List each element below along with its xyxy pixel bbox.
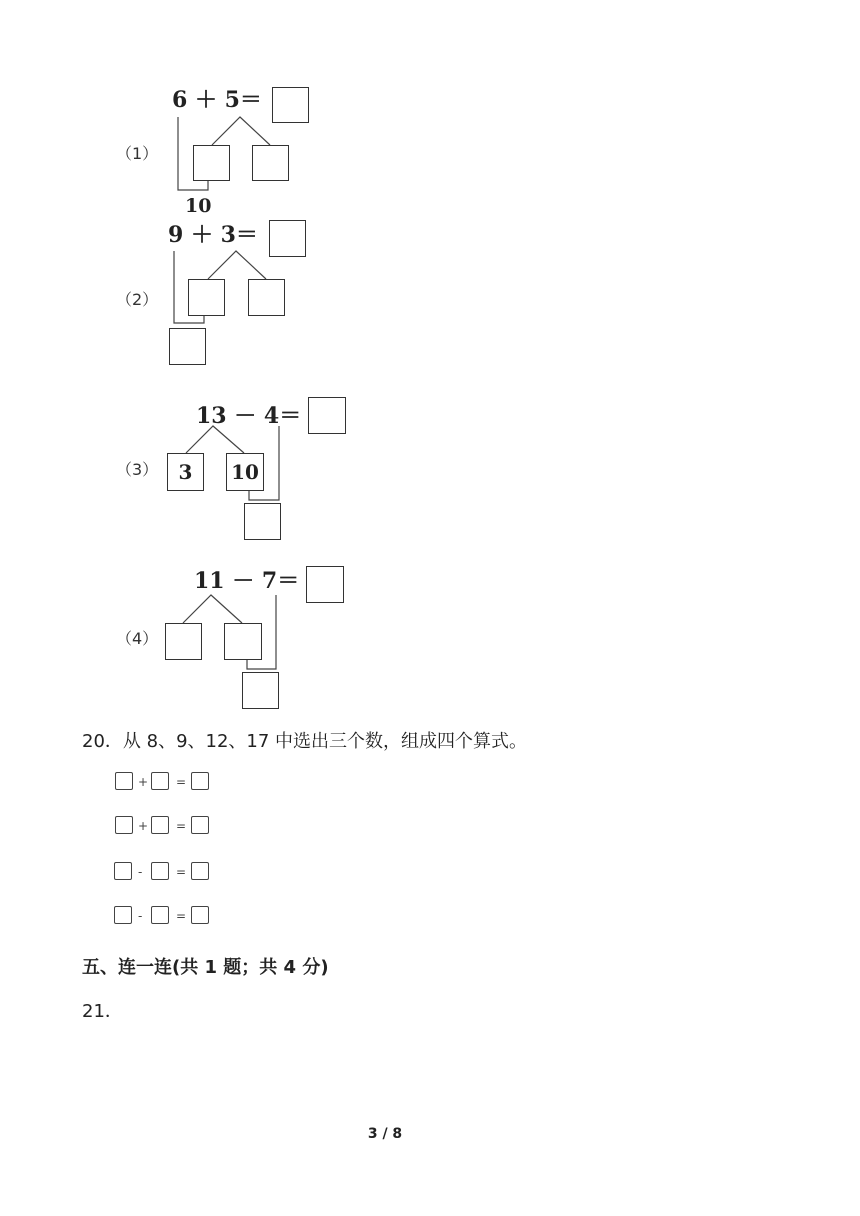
split-box-left[interactable] (188, 279, 225, 316)
answer-box[interactable] (272, 87, 309, 123)
problem-label: （2） (116, 290, 159, 309)
split-value-left: 3 (178, 460, 193, 484)
blank-box[interactable] (191, 816, 209, 834)
problem-label: （3） (116, 460, 159, 479)
blank-box[interactable] (115, 772, 133, 790)
ten-label: 10 (185, 195, 212, 217)
page-number: 3 / 8 (367, 1126, 403, 1142)
equation: 9 ＋ 3＝ (168, 222, 258, 248)
equals-sign: = (176, 775, 187, 789)
blank-box[interactable] (191, 772, 209, 790)
blank-box[interactable] (115, 816, 133, 834)
split-box-left[interactable] (193, 145, 230, 181)
operator: - (138, 865, 143, 879)
equation: 6 ＋ 5＝ (172, 87, 262, 113)
answer-box[interactable] (269, 220, 306, 257)
split-box-right[interactable] (224, 623, 262, 660)
blank-box[interactable] (151, 906, 169, 924)
split-value-right: 10 (231, 460, 259, 484)
blank-box[interactable] (151, 862, 169, 880)
problem-label: （1） (116, 144, 159, 163)
blank-box[interactable] (191, 906, 209, 924)
split-box-right[interactable] (248, 279, 285, 316)
equals-sign: = (176, 865, 187, 879)
equation: 13 － 4＝ (196, 403, 302, 429)
problem-label: （4） (116, 629, 159, 648)
answer-box[interactable] (306, 566, 344, 603)
blank-box[interactable] (191, 862, 209, 880)
equals-sign: = (176, 909, 187, 923)
equation: 11 － 7＝ (194, 568, 300, 594)
result-box[interactable] (244, 503, 281, 540)
operator: + (138, 775, 149, 789)
equals-sign: = (176, 819, 187, 833)
section-heading: 五、连一连(共 1 题；共 4 分) (82, 957, 329, 978)
operator: - (138, 909, 143, 923)
split-box-right[interactable] (252, 145, 289, 181)
question-21-text: 21． (82, 1001, 123, 1022)
blank-box[interactable] (151, 772, 169, 790)
ten-box[interactable] (169, 328, 206, 365)
blank-box[interactable] (151, 816, 169, 834)
question-20-text: 20．从 8、9、12、17 中选出三个数，组成四个算式。 (82, 731, 528, 752)
blank-box[interactable] (114, 906, 132, 924)
result-box[interactable] (242, 672, 279, 709)
blank-box[interactable] (114, 862, 132, 880)
answer-box[interactable] (308, 397, 346, 434)
operator: + (138, 819, 149, 833)
split-box-left[interactable] (165, 623, 202, 660)
